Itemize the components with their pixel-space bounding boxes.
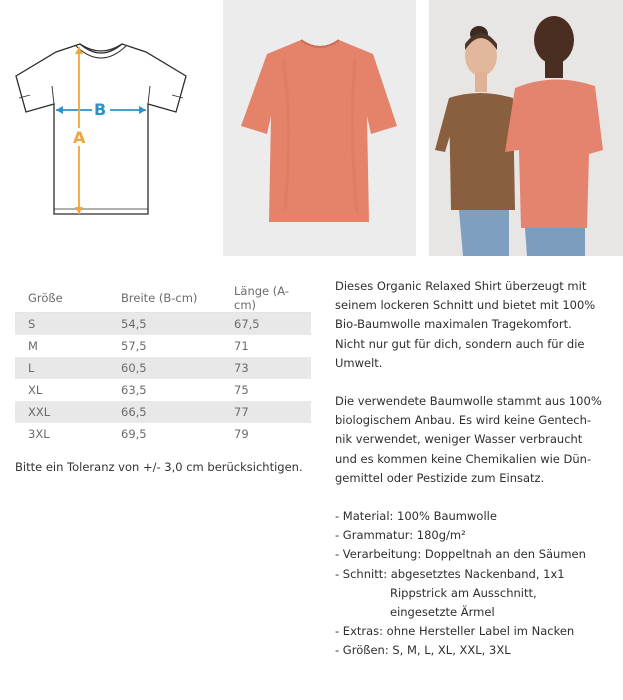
- description-line: Umwelt.: [335, 355, 383, 370]
- description-paragraph-1: [335, 277, 620, 373]
- size-table: [15, 284, 311, 445]
- models-illustration: [429, 0, 623, 256]
- feature-list: [335, 507, 620, 661]
- width-cell: 57,5: [108, 335, 221, 357]
- description-line: gemittel oder Pestizide zum Einsatz.: [335, 470, 545, 485]
- column-header-size: Größe: [15, 284, 108, 313]
- width-cell: 69,5: [108, 423, 221, 445]
- product-image: [223, 0, 416, 256]
- feature-item-continuation: eingesetzte Ärmel: [390, 605, 495, 620]
- size-table-header-row: [15, 284, 311, 313]
- table-row: [15, 379, 311, 401]
- description-line: Dieses Organic Relaxed Shirt überzeugt mit: [335, 279, 587, 293]
- label-a: A: [73, 128, 86, 147]
- feature-item: - Extras: ohne Hersteller Label im Nacken: [335, 624, 575, 639]
- product-description: [335, 277, 620, 661]
- table-row: [15, 423, 311, 445]
- label-b: B: [94, 100, 107, 119]
- size-cell: XXL: [15, 401, 108, 423]
- shirt-outline-diagram: [8, 36, 194, 226]
- length-cell: 79: [221, 423, 311, 445]
- length-cell: 73: [221, 357, 311, 379]
- model-image: [429, 0, 623, 256]
- table-row: [15, 313, 311, 336]
- width-cell: 66,5: [108, 401, 221, 423]
- description-line: biologischem Anbau. Es wird keine Gentech-: [335, 413, 592, 428]
- measurement-diagram: [8, 36, 194, 226]
- column-header-length: Länge (A-cm): [221, 284, 311, 313]
- size-cell: L: [15, 357, 108, 379]
- size-cell: 3XL: [15, 423, 108, 445]
- width-cell: 54,5: [108, 313, 221, 336]
- length-cell: 77: [221, 401, 311, 423]
- feature-item: - Schnitt: abgesetztes Nackenband, 1x1: [335, 566, 565, 581]
- description-line: Nicht nur gut für dich, sondern auch für die: [335, 336, 585, 351]
- table-row: [15, 401, 311, 423]
- description-line: und es kommen keine Chemikalien wie Dün-: [335, 451, 592, 466]
- table-row: [15, 357, 311, 379]
- description-paragraph-2: [335, 392, 620, 488]
- description-line: Die verwendete Baumwolle stammt aus 100%: [335, 394, 602, 409]
- feature-item: - Größen: S, M, L, XL, XXL, 3XL: [335, 643, 511, 658]
- description-line: nik verwendet, weniger Wasser verbraucht: [335, 432, 583, 447]
- width-cell: 63,5: [108, 379, 221, 401]
- feature-item: - Material: 100% Baumwolle: [335, 509, 497, 524]
- size-cell: M: [15, 335, 108, 357]
- description-line: Bio-Baumwolle maximalen Tragekomfort.: [335, 317, 572, 332]
- length-cell: 71: [221, 335, 311, 357]
- feature-item: - Verarbeitung: Doppeltnah an den Säumen: [335, 547, 586, 562]
- size-cell: S: [15, 313, 108, 336]
- width-cell: 60,5: [108, 357, 221, 379]
- column-header-width: Breite (B-cm): [108, 284, 221, 313]
- table-row: [15, 335, 311, 357]
- shirt-product-illustration: [223, 0, 416, 256]
- size-cell: XL: [15, 379, 108, 401]
- description-line: seinem lockeren Schnitt und bietet mit 100%: [335, 298, 596, 313]
- length-cell: 67,5: [221, 313, 311, 336]
- feature-item-continuation: Rippstrick am Ausschnitt,: [390, 585, 537, 600]
- tolerance-note: Bitte ein Toleranz von +/- 3,0 cm berücksichtigen.: [15, 460, 303, 474]
- feature-item: - Grammatur: 180g/m²: [335, 528, 466, 543]
- length-cell: 75: [221, 379, 311, 401]
